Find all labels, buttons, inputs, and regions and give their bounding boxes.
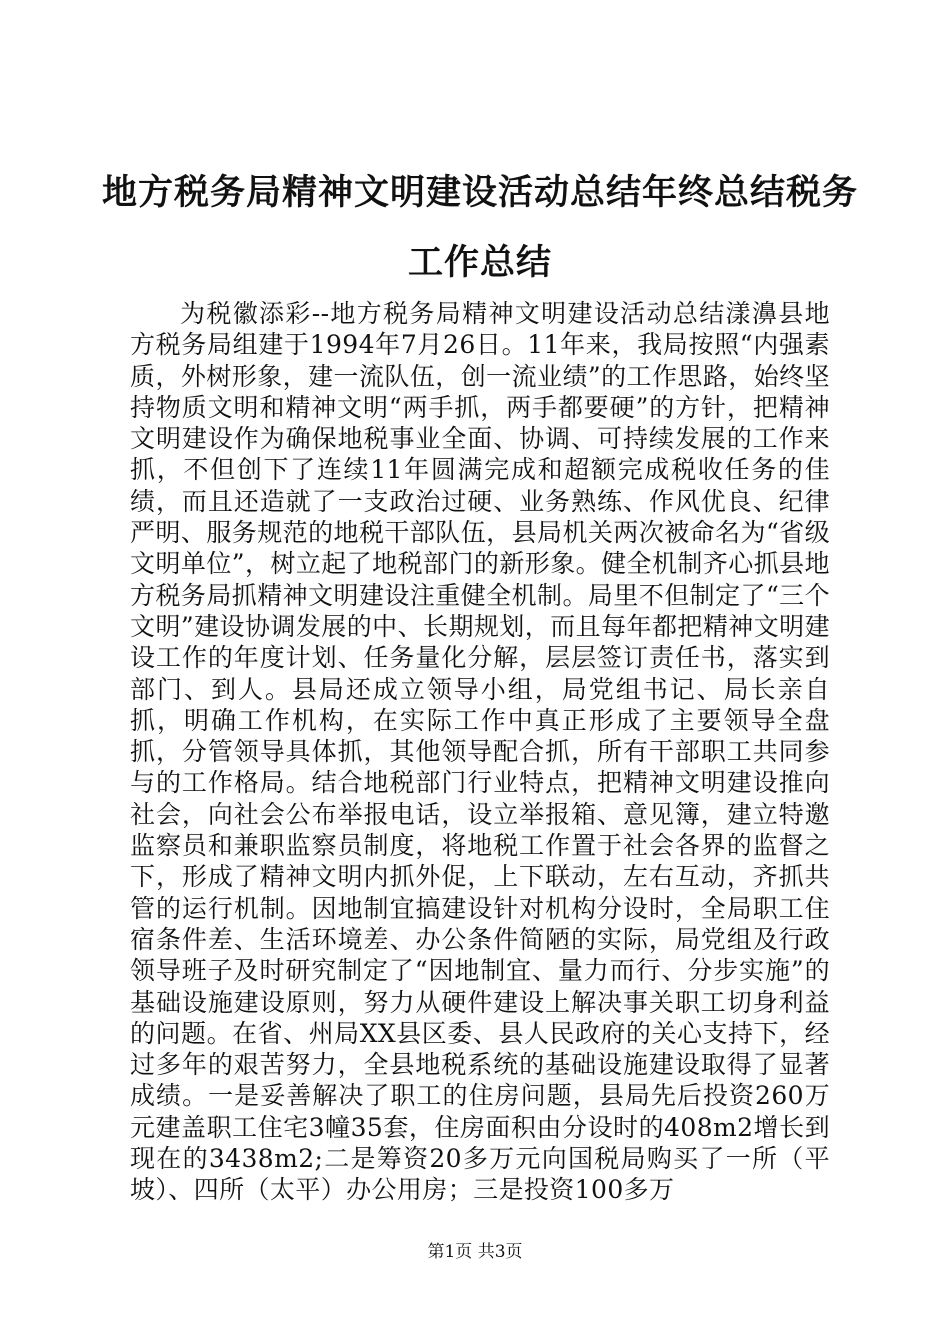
page-footer: 第1页 共3页 [427, 1242, 523, 1262]
body-paragraph: 为税徽添彩--地方税务局精神文明建设活动总结漾濞县地方税务局组建于1994年7月26日。11年来，我局按照“内强素质，外树形象，建一流队伍，创一流业绩”的工作思路，始终坚持物质文明和精神文明“两手抓，两手都要硬”的方针，把精神文明建设作为确保地税事业全面、协调、可持续发展的工作来抓，不但创下了连续11年圆满完成和超额完成税收任务的佳绩，而且还造就了一支政治过硬、业务熟练、作风优良、纪律严明、服务规范的地税干部队伍，县局机关两次被命名为“省级文明单位”，树立起了地税部门的新形象。健全机制齐心抓县地方税务局抓精神文明建设注重健全机制。局里不但制定了“三个文明”建设协调发展的中、长期规划，而且每年都把精神文明建设工作的年度计划、任务量化分解，层层签订责任书，落实到部门、到人。县局还成立领导小组，局党组书记、局长亲自抓，明确工作机构，在实际工作中真正形成了主要领导全盘抓，分管领导具体抓，其他领导配合抓，所有干部职工共同参与的工作格局。结合地税部门行业特点，把精神文明建设推向社会，向社会公布举报电话，设立举报箱、意见簿，建立特邀监察员和兼职监察员制度，将地税工作置于社会各界的监督之下，形成了精神文明内抓外促，上下联动，左右互动，齐抓共管的运行机制。因地制宜搞建设针对机构分设时，全局职工住宿条件差、生活环境差、办公条件简陋的实际，局党组及行政领导班子及时研究制定了“因地制宜、量力而行、分步实施”的基础设施建设原则，努力从硬件建设上解决事关职工切身利益的问题。在省、州局XX县区委、县人民政府的关心支持下，经过多年的艰苦努力，全县地税系统的基础设施建设取得了显著成绩。一是妥善解决了职工的住房问题，县局先后投资260万元建盖职工住宅3幢35套，住房面积由分设时的408m2增长到现在的3438m2;二是筹资20多万元向国税局购买了一所（平坡）、四所（太平）办公用房；三是投资100多万 [130, 299, 830, 1205]
document-title: 地方税务局精神文明建设活动总结年终总结税务工作总结 [101, 173, 858, 283]
